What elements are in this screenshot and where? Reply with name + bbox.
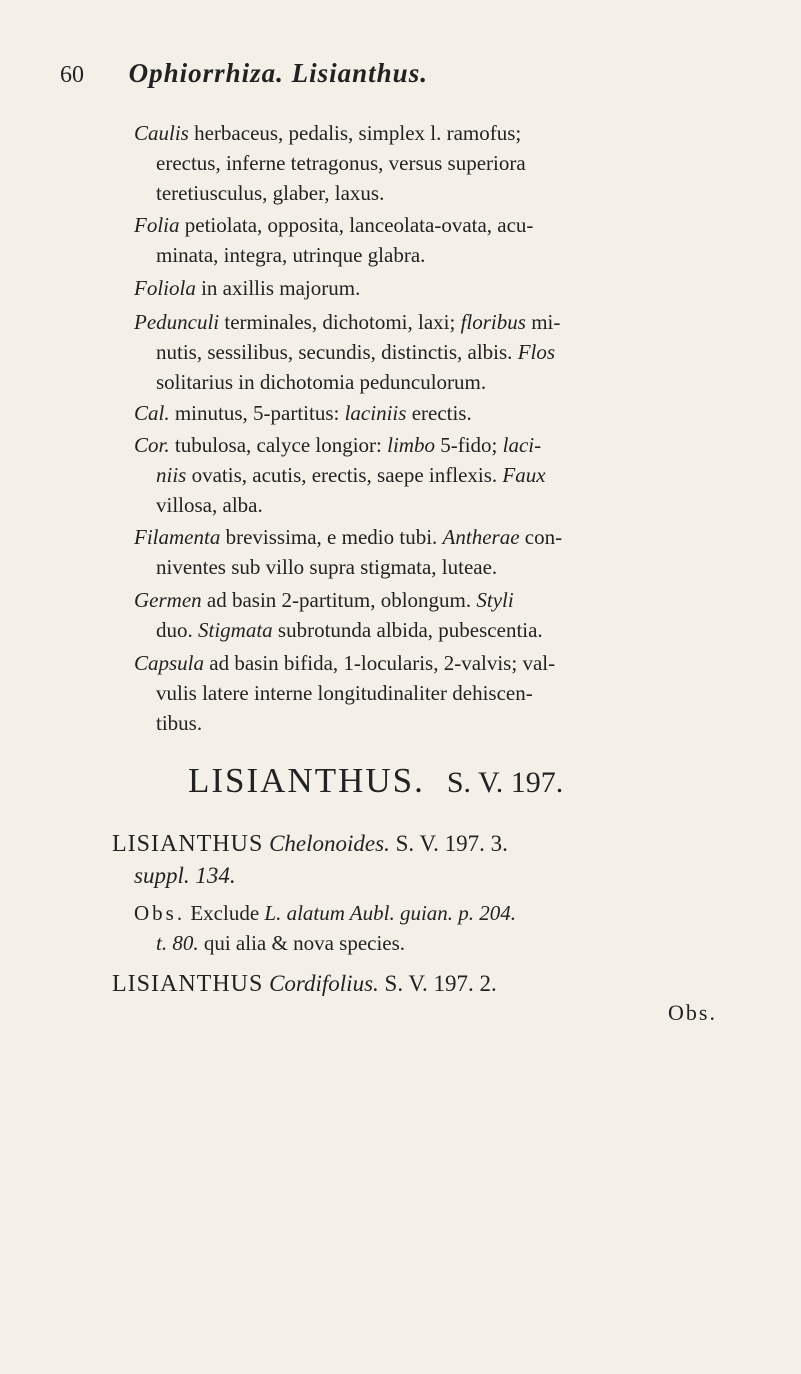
- entry-text: minutus, 5-partitus:: [169, 401, 345, 425]
- term-caulis: Caulis: [134, 121, 189, 145]
- entry-text: villosa, alba.: [156, 493, 263, 517]
- entry-corolla: [134, 430, 774, 520]
- entry-text-line: [134, 337, 774, 367]
- section-title: [188, 761, 563, 801]
- term-pedunculi: Pedunculi: [134, 310, 220, 334]
- term-capsula: Capsula: [134, 651, 205, 675]
- term-foliola: Foliola: [134, 276, 196, 300]
- entry-foliola: [134, 273, 774, 303]
- obs-lead: Obs.: [134, 901, 186, 925]
- entry-pedunculi: [134, 307, 774, 397]
- term-filamenta: Filamenta: [134, 525, 221, 549]
- entry-text: duo.: [156, 618, 198, 642]
- obs-citation: L. alatum Aubl. guian. p. 204.: [264, 901, 517, 925]
- term-germen: Germen: [134, 588, 202, 612]
- entry-text: ovatis, acutis, erectis, saepe inflexis.: [186, 463, 503, 487]
- term-floribus: floribus: [460, 310, 526, 334]
- term-stigmata: Stigmata: [198, 618, 273, 642]
- term-flos: Flos: [517, 340, 556, 364]
- entry-text: con-: [519, 525, 563, 549]
- section-title-text: LISIANTHUS.: [188, 761, 425, 800]
- obs-citation-plate: t. 80.: [156, 931, 199, 955]
- entry-text: ad basin 2-partitum, oblongum.: [201, 588, 477, 612]
- term-folia: Folia: [134, 213, 180, 237]
- running-title: Ophiorrhiza. Lisianthus.: [128, 58, 428, 88]
- species-epithet: Chelonoides.: [269, 831, 390, 856]
- entry-text: nutis, sessilibus, secundis, distinctis, albis.: [156, 340, 518, 364]
- section-reference: S. V. 197.: [446, 766, 564, 799]
- entry-capsula: [134, 648, 774, 738]
- term-antherae: Antherae: [442, 525, 520, 549]
- entry-calyx: [134, 398, 774, 428]
- term-faux: Faux: [502, 463, 546, 487]
- obs-text: qui alia & nova species.: [198, 931, 406, 955]
- entry-text-line: [134, 460, 774, 490]
- page-header: [60, 58, 760, 89]
- entry-text: petiolata, opposita, lanceolata-ovata, acu-: [179, 213, 534, 237]
- entry-text: brevissima, e medio tubi.: [220, 525, 443, 549]
- obs-text: Exclude: [185, 901, 265, 925]
- entry-text: herbaceus, pedalis, simplex l. ramofus;: [188, 121, 522, 145]
- species-supplement: suppl. 134.: [134, 863, 236, 888]
- entry-text: teretiusculus, glaber, laxus.: [156, 181, 385, 205]
- entry-text: tibus.: [156, 711, 203, 735]
- species-genus: LISIANTHUS: [112, 971, 264, 997]
- entry-text: vulis latere interne longitudinaliter dehiscen-: [156, 681, 533, 705]
- page-number: 60: [60, 62, 84, 88]
- entry-text: minata, integra, utrinque glabra.: [156, 243, 426, 267]
- entry-filamenta: [134, 522, 774, 582]
- entry-caulis: [134, 118, 774, 208]
- entry-text: terminales, dichotomi, laxi;: [219, 310, 461, 334]
- species-genus: LISIANTHUS: [112, 831, 264, 857]
- species-chelonoides: [112, 828, 772, 892]
- entry-text: subrotunda albida, pubescentia.: [272, 618, 543, 642]
- entry-text: tubulosa, calyce longior:: [169, 433, 388, 457]
- term-cor: Cor.: [134, 433, 170, 457]
- catchword: Obs.: [668, 1000, 717, 1025]
- entry-germen: [134, 585, 774, 645]
- entry-text-line: [134, 615, 774, 645]
- species-reference: S. V. 197. 3.: [395, 831, 508, 856]
- term-laciniis: laciniis: [344, 401, 407, 425]
- term-cal: Cal.: [134, 401, 170, 425]
- term-niis: niis: [156, 463, 187, 487]
- entry-text: mi-: [525, 310, 561, 334]
- species-epithet: Cordifolius.: [269, 971, 379, 996]
- observation-note: [134, 898, 774, 958]
- species-reference: S. V. 197. 2.: [384, 971, 497, 996]
- entry-text: niventes sub villo supra stigmata, luteae.: [156, 555, 498, 579]
- species-cordifolius: [112, 968, 772, 1000]
- term-laciniis: laci-: [502, 433, 542, 457]
- entry-folia: [134, 210, 774, 270]
- term-limbo: limbo: [387, 433, 435, 457]
- entry-text: erectus, inferne tetragonus, versus superiora: [156, 151, 526, 175]
- entry-text: ad basin bifida, 1-locularis, 2-valvis; val-: [204, 651, 556, 675]
- entry-text: erectis.: [406, 401, 472, 425]
- entry-text: in axillis majorum.: [195, 276, 361, 300]
- term-styli: Styli: [476, 588, 514, 612]
- entry-text: 5-fido;: [434, 433, 503, 457]
- entry-text: solitarius in dichotomia pedunculorum.: [156, 370, 487, 394]
